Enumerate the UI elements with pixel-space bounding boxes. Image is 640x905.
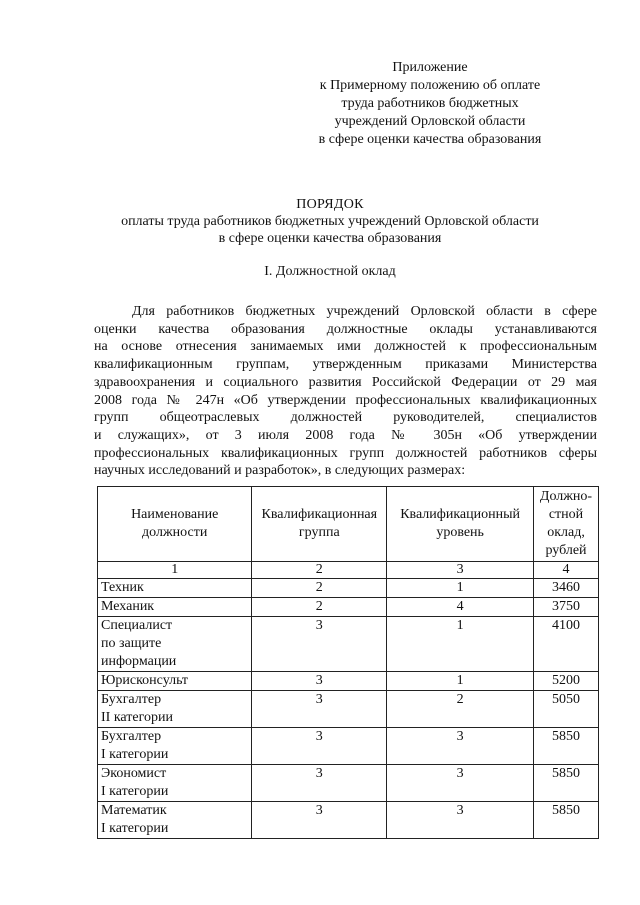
paragraph-line: групп общеотраслевых должностей руководителей, специалистов xyxy=(94,410,597,426)
salary-cell: 5050 xyxy=(534,691,599,728)
position-name: Механик xyxy=(101,599,155,614)
position-name: информации xyxy=(101,654,177,669)
header-text: Квалификационный xyxy=(400,507,521,522)
group-cell: 3 xyxy=(252,617,387,672)
table-row xyxy=(98,672,599,691)
paragraph-line: 2008 года № 247н «Об утверждении профессиональных квалификационных xyxy=(94,392,597,408)
appendix-note xyxy=(300,59,560,149)
group-cell: 3 xyxy=(252,728,387,765)
level-cell: 1 xyxy=(387,617,534,672)
group-cell: 3 xyxy=(252,672,387,691)
table-row xyxy=(98,691,599,728)
level-cell: 3 xyxy=(387,802,534,839)
level-cell: 3 xyxy=(387,728,534,765)
position-name: Математик xyxy=(101,803,167,818)
paragraph-line: квалификационным группам, утвержденным приказами Министерства xyxy=(94,357,597,373)
header-text: группа xyxy=(298,525,340,540)
paragraph-line: на основе отнесения занимаемых ими должностей к профессиональным xyxy=(94,339,597,355)
salary-cell: 3750 xyxy=(534,598,599,617)
salary-cell: 5850 xyxy=(534,802,599,839)
salary-cell: 4100 xyxy=(534,617,599,672)
table-header-row xyxy=(98,487,599,562)
appendix-line: учреждений Орловской области xyxy=(334,114,526,129)
position-name-cell xyxy=(98,728,252,765)
appendix-line: Приложение xyxy=(392,60,468,75)
position-name-cell xyxy=(98,672,252,691)
table-row xyxy=(98,598,599,617)
paragraph-line: оценки качества образования должностные оклады устанавливаются xyxy=(94,321,597,337)
group-cell: 3 xyxy=(252,765,387,802)
table-row xyxy=(98,802,599,839)
paragraph-line: научных исследований и разработок», в следующих размерах: xyxy=(94,463,466,479)
table-row xyxy=(98,617,599,672)
level-cell: 3 xyxy=(387,765,534,802)
position-name-cell xyxy=(98,598,252,617)
level-cell: 4 xyxy=(387,598,534,617)
level-cell: 2 xyxy=(387,691,534,728)
table-row xyxy=(98,765,599,802)
paragraph-line: Для работников бюджетных учреждений Орловской области в сфере xyxy=(132,304,597,319)
salary-cell: 5850 xyxy=(534,765,599,802)
header-qualification-group xyxy=(252,487,387,562)
body-paragraph xyxy=(94,303,597,480)
paragraph-line: профессиональных квалификационных групп должностей работников сферы xyxy=(94,445,597,461)
paragraph-line: здравоохранения и социального развития Российской Федерации от 29 мая xyxy=(94,374,597,390)
position-name-cell xyxy=(98,579,252,598)
position-name: Специалист xyxy=(101,618,173,633)
column-number: 2 xyxy=(252,562,387,579)
column-number: 3 xyxy=(387,562,534,579)
header-position-name xyxy=(98,487,252,562)
column-number-row xyxy=(98,562,599,579)
header-salary xyxy=(534,487,599,562)
header-text: уровень xyxy=(436,525,484,540)
position-name: I категории xyxy=(101,821,169,836)
position-name: Юрисконсульт xyxy=(101,673,189,688)
table-row xyxy=(98,728,599,765)
header-qualification-level xyxy=(387,487,534,562)
salary-table xyxy=(97,486,599,839)
group-cell: 3 xyxy=(252,802,387,839)
position-name: Бухгалтер xyxy=(101,692,162,707)
header-text: Наименование xyxy=(131,507,219,522)
group-cell: 2 xyxy=(252,579,387,598)
appendix-line: к Примерному положению об оплате xyxy=(319,78,541,93)
level-cell: 1 xyxy=(387,672,534,691)
salary-cell: 5850 xyxy=(534,728,599,765)
title-subtitle-line: в сфере оценки качества образования xyxy=(218,231,442,246)
position-name: по защите xyxy=(101,636,162,651)
header-text: Должно- xyxy=(539,489,593,504)
salary-cell: 3460 xyxy=(534,579,599,598)
group-cell: 3 xyxy=(252,691,387,728)
header-text: оклад, xyxy=(547,525,585,540)
header-text: рублей xyxy=(545,543,587,558)
paragraph-line: и служащих», от 3 июля 2008 года № 305н «Об утверждении xyxy=(94,427,597,443)
appendix-line: в сфере оценки качества образования xyxy=(318,132,542,147)
position-name-cell xyxy=(98,617,252,672)
level-cell: 1 xyxy=(387,579,534,598)
position-name: II категории xyxy=(101,710,173,725)
table-row xyxy=(98,579,599,598)
header-text: Квалификационная xyxy=(261,507,378,522)
column-number: 1 xyxy=(98,562,252,579)
group-cell: 2 xyxy=(252,598,387,617)
position-name-cell xyxy=(98,765,252,802)
header-text: должности xyxy=(142,525,208,540)
section-heading: I. Должностной оклад xyxy=(264,264,396,279)
title-subtitle-line: оплаты труда работников бюджетных учреждений Орловской области xyxy=(121,214,539,229)
position-name: I категории xyxy=(101,784,169,799)
position-name-cell xyxy=(98,691,252,728)
position-name-cell xyxy=(98,802,252,839)
title-main: ПОРЯДОК xyxy=(296,197,364,212)
appendix-line: труда работников бюджетных xyxy=(341,96,519,111)
salary-cell: 5200 xyxy=(534,672,599,691)
position-name: Техник xyxy=(101,580,144,595)
column-number: 4 xyxy=(534,562,599,579)
document-title xyxy=(60,196,600,247)
position-name: I категории xyxy=(101,747,169,762)
position-name: Бухгалтер xyxy=(101,729,162,744)
header-text: стной xyxy=(548,507,584,522)
position-name: Экономист xyxy=(101,766,167,781)
